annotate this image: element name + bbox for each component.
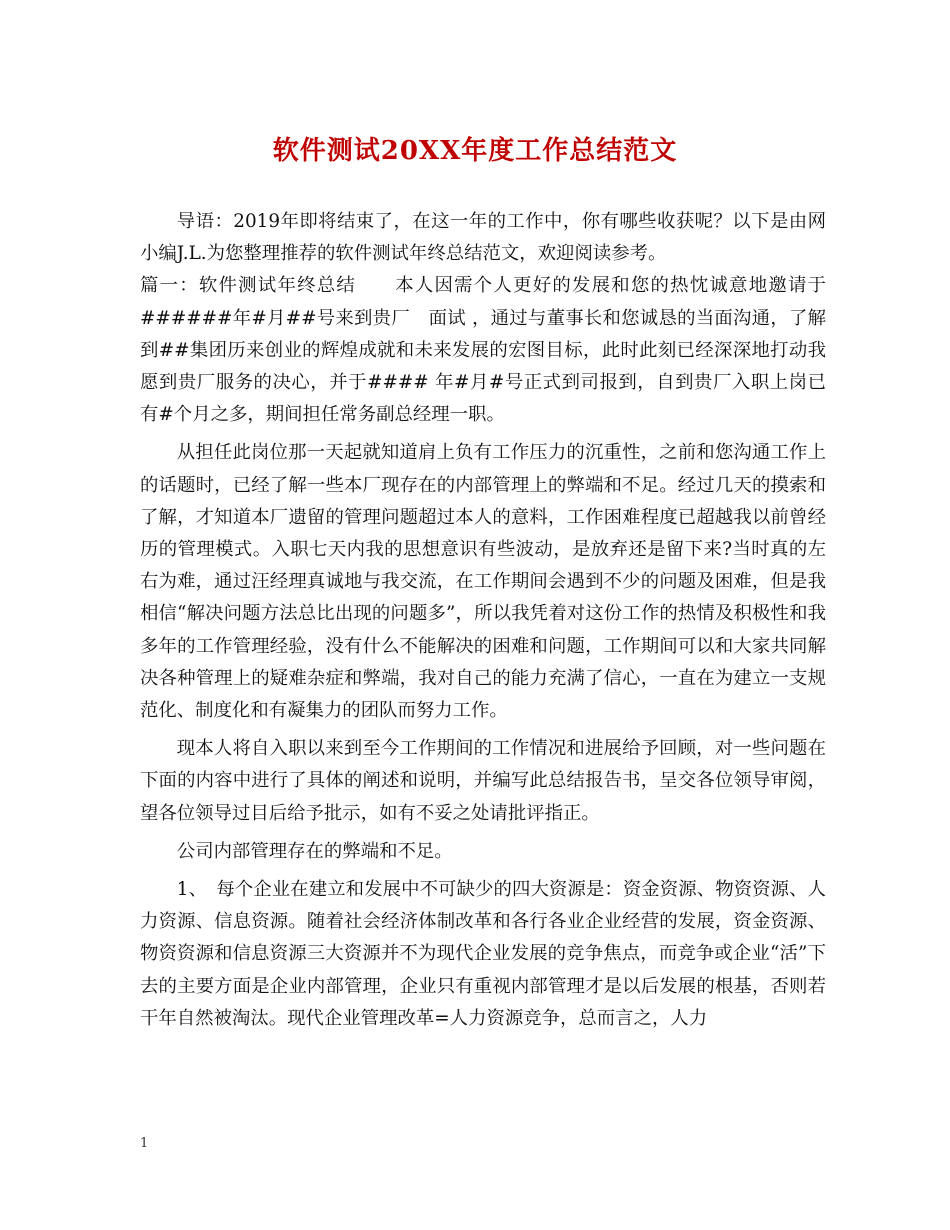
paragraph-intro: 导语：2019年即将结束了，在这一年的工作中，你有哪些收获呢？以下是由网小编J.L.为您整理推荐的软件测试年终总结范文，欢迎阅读参考。: [140, 211, 826, 265]
document-title: 软件测试20XX年度工作总结范文: [272, 136, 678, 166]
page-number: 1: [140, 1136, 149, 1151]
paragraph-review: 现本人将自入职以来到至今工作期间的工作情况和进展给予回顾，对一些问题在下面的内容中进行了具体的阐述和说明，并编写此总结报告书，呈交各位领导审阅，望各位领导过目后给予批示，如有不妥之处请批评指正。: [140, 738, 826, 824]
paragraph-heading-issues: 公司内部管理存在的弊端和不足。: [176, 840, 453, 862]
document-body: [140, 206, 826, 1035]
paragraph-pressure: 从担任此岗位那一天起就知道肩上负有工作压力的沉重性，之前和您沟通工作上的话题时，已经了解一些本厂现存在的内部管理上的弊端和不足。经过几天的摸索和了解，才知道本厂遗留的管理问题超过本人的意料，工作困难程度已超越我以前曾经历的管理模式。入职七天内我的思想意识有些波动，是放弃还是留下来?当时真的左右为难，通过汪经理真诚地与我交流，在工作期间会遇到不少的问题及困难，但是我相信“解决问题方法总比出现的问题多”，所以我凭着对这份工作的热情及积极性和我多年的工作管理经验，没有什么不能解决的困难和问题，工作期间可以和大家共同解决各种管理上的疑难杂症和弊端，我对自己的能力充满了信心，一直在为建立一支规范化、制度化和有凝集力的团队而努力工作。: [140, 442, 826, 722]
paragraph-part-one: 篇一：软件测试年终总结 本人因需个人更好的发展和您的热忱诚意地邀请于######年#月##号来到贵厂 面试 ，通过与董事长和您诚恳的当面沟通，了解到##集团历来创业的辉煌成就和未来发展的宏图目标，此时此刻已经深深地打动我愿到贵厂服务的决心，并于#### 年#月#号正式到司报到，自到贵厂入职上岗已有#个月之多，期间担任常务副总经理一职。: [140, 275, 826, 426]
paragraph-item-1: 1、 每个企业在建立和发展中不可缺少的四大资源是：资金资源、物资资源、人力资源、信息资源。随着社会经济体制改革和各行各业企业经营的发展，资金资源、物资资源和信息资源三大资源并不为现代企业发展的竞争焦点，而竞争或企业“活”下去的主要方面是企业内部管理，企业只有重视内部管理才是以后发展的根基，否则若干年自然被淘汰。现代企业管理改革=人力资源竞争，总而言之，人力: [140, 879, 826, 1029]
